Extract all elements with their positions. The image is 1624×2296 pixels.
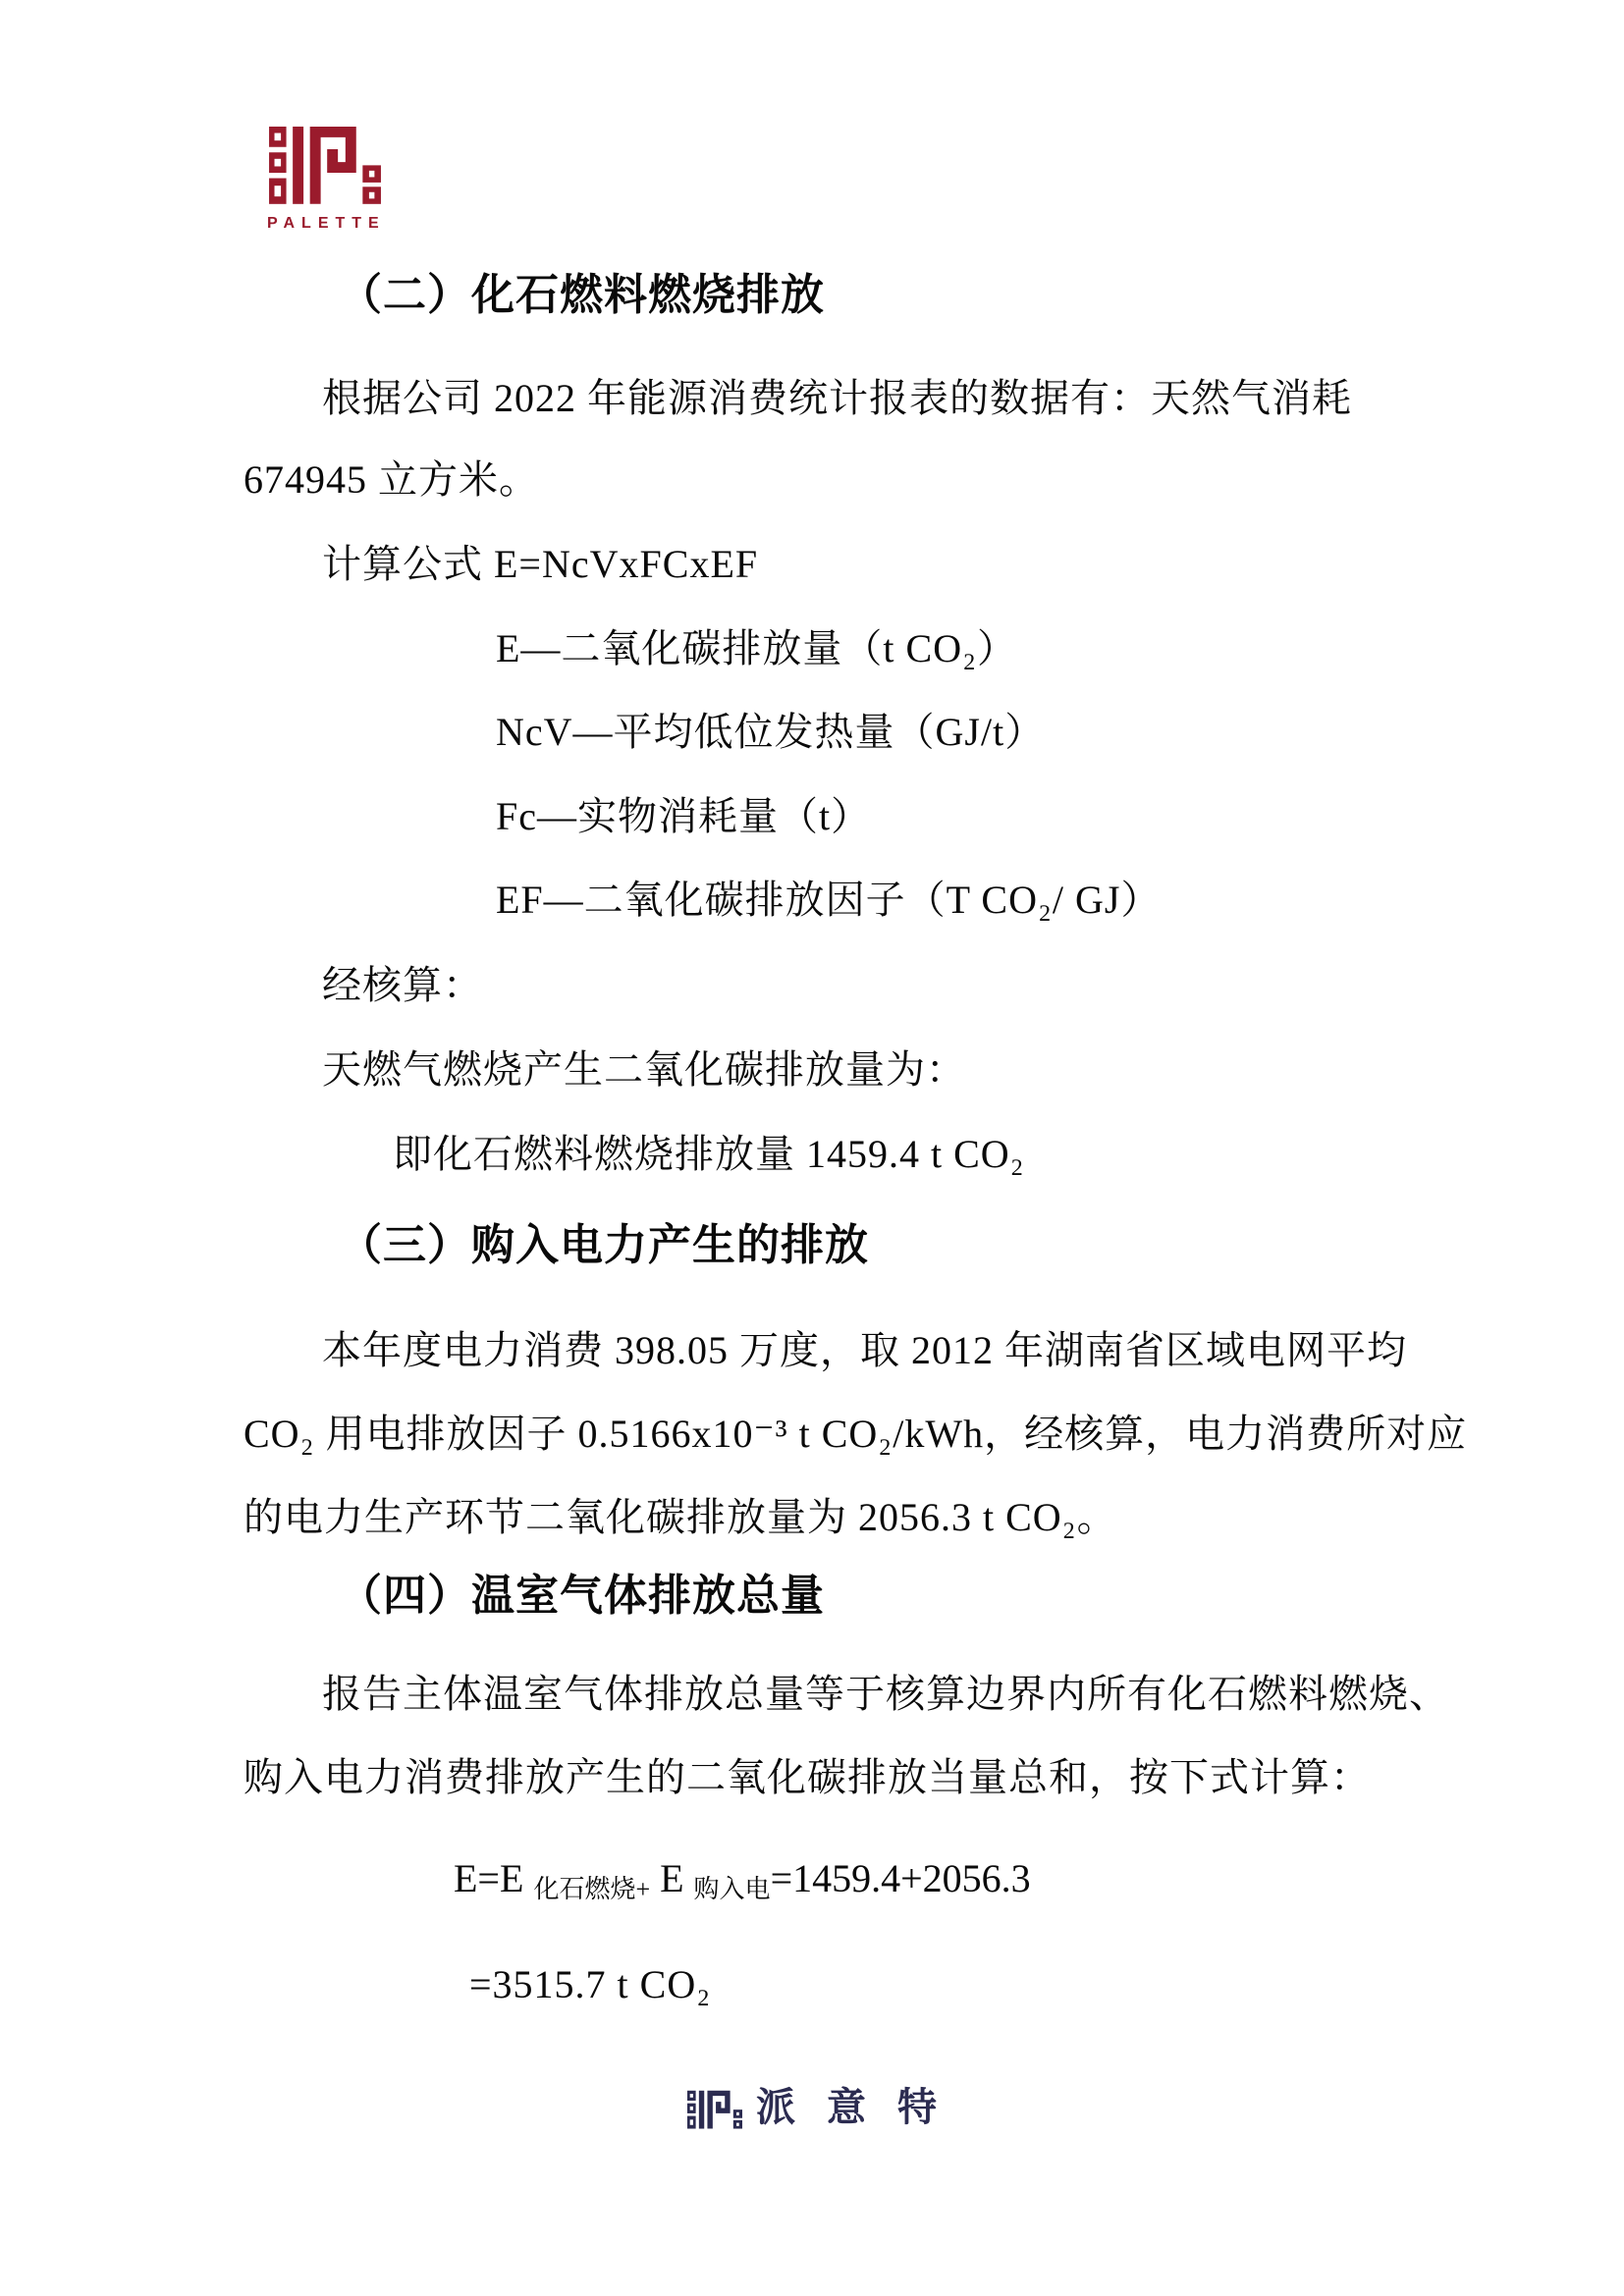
total-emission-formula (454, 1855, 1031, 1902)
palette-logo (267, 116, 395, 233)
formula-values: =1459.4+2056.3 (770, 1856, 1031, 1900)
formula-e2: E (660, 1856, 684, 1900)
palette-brand-text: PALETTE (267, 215, 386, 232)
gas-result-intro: 天燃气燃烧产生二氧化碳排放量为： (322, 1047, 966, 1092)
footer-brand (0, 2085, 1624, 2130)
section2-formula-intro: 计算公式 E=NcVxFCxEF (322, 542, 759, 586)
definition-ef: EF—二氧化碳排放因子（T CO₂/ GJ） (496, 878, 1162, 922)
footer-maze-icon (687, 2085, 742, 2130)
gas-result: 即化石燃料燃烧排放量 1459.4 t CO₂ (393, 1132, 1025, 1176)
definition-ncv: NcV—平均低位发热量（GJ/t） (496, 710, 1046, 754)
formula-e-equals: E=E (454, 1856, 524, 1900)
section3-heading: （三）购入电力产生的排放 (339, 1221, 869, 1269)
total-emission-result: =3515.7 t CO₂ (469, 1962, 712, 2006)
formula-subscript-fossil: 化石燃烧+ (533, 1875, 651, 1903)
formula-subscript-electricity: 购入电 (693, 1875, 771, 1903)
section2-para-line2: 674945 立方米。 (244, 457, 539, 502)
section4-para-line1: 报告主体温室气体排放总量等于核算边界内所有化石燃料燃烧、 (322, 1672, 1449, 1716)
accounting-label: 经核算： (322, 963, 483, 1007)
section3-para-line1: 本年度电力消费 398.05 万度，取 2012 年湖南省区域电网平均 (322, 1328, 1407, 1372)
section2-heading: （二）化石燃料燃烧排放 (339, 271, 825, 319)
definition-fc: Fc—实物消耗量（t） (496, 794, 872, 838)
palette-maze-icon (267, 116, 383, 206)
section2-para-line1: 根据公司 2022 年能源消费统计报表的数据有：天然气消耗 (322, 376, 1352, 420)
section4-heading: （四）温室气体排放总量 (339, 1572, 825, 1620)
definition-e: E—二氧化碳排放量（t CO₂） (496, 626, 1018, 670)
footer-brand-text: 派意特 (756, 2086, 968, 2129)
section3-para-line2: CO₂ 用电排放因子 0.5166x10⁻³ t CO₂/kWh，经核算，电力消费所对应 (244, 1412, 1468, 1456)
section4-para-line2: 购入电力消费排放产生的二氧化碳排放当量总和，按下式计算： (244, 1755, 1371, 1799)
section3-para-line3: 的电力生产环节二氧化碳排放量为 2056.3 t CO₂。 (244, 1495, 1117, 1539)
